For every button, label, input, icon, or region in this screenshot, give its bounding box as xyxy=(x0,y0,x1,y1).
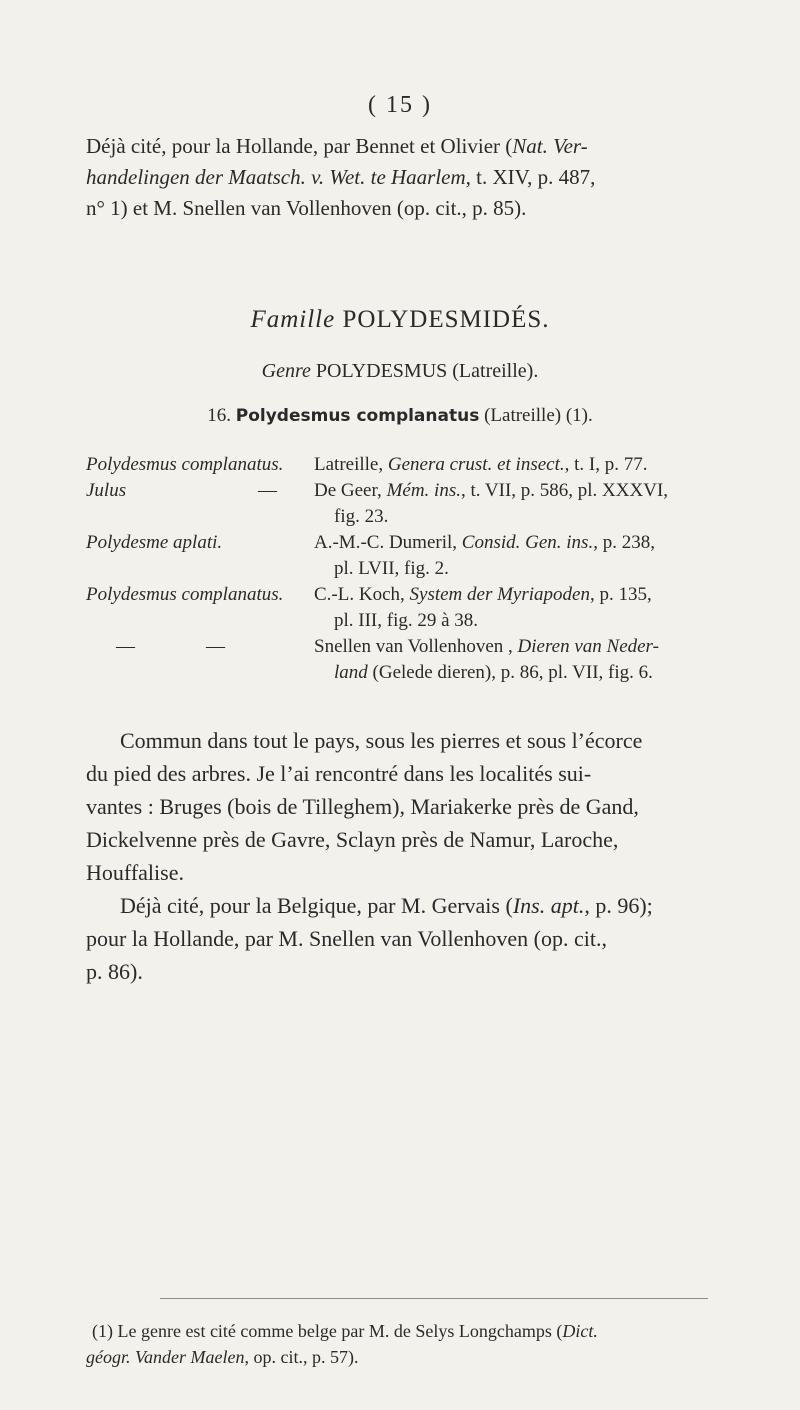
body-line: vantes : Bruges (bois de Tilleghem), Mariakerke près de Gand, xyxy=(86,794,639,819)
synonym-reference: A.-M.-C. Dumeril, Consid. Gen. ins., p. 238, xyxy=(314,532,655,553)
body-line: Dickelvenne près de Gavre, Sclayn près de Namur, Laroche, xyxy=(86,827,619,852)
intro-line-2: handelingen der Maatsch. v. Wet. te Haarlem, t. XIV, p. 487, xyxy=(86,165,596,189)
synonym-name: Polydesmus complanatus. xyxy=(86,584,284,605)
synonym-name: Polydesmus complanatus. xyxy=(86,454,284,475)
family-heading: Famille POLYDESMIDÉS. xyxy=(250,306,550,333)
synonym-reference-cont: pl. LVII, fig. 2. xyxy=(334,558,449,579)
ditto-dash: — xyxy=(258,480,277,501)
synonym-reference-cont: fig. 23. xyxy=(334,506,389,527)
synonym-name: Julus xyxy=(86,480,127,501)
ditto-dash: — xyxy=(116,636,135,657)
footnote-line: (1) Le genre est cité comme belge par M. de Selys Longchamps (Dict. xyxy=(92,1321,598,1341)
body-line: Déjà cité, pour la Belgique, par M. Gervais (Ins. apt., p. 96); xyxy=(120,893,653,918)
footnote-line: géogr. Vander Maelen, op. cit., p. 57). xyxy=(86,1347,359,1367)
page-number: ( 15 ) xyxy=(368,92,432,118)
body-line: Commun dans tout le pays, sous les pierres et sous l’écorce xyxy=(120,728,643,753)
footnote-divider xyxy=(160,1298,708,1299)
genre-heading: Genre POLYDESMUS (Latreille). xyxy=(261,360,539,382)
intro-line-1: Déjà cité, pour la Hollande, par Bennet et Olivier (Nat. Ver- xyxy=(86,134,588,158)
synonym-reference: Snellen van Vollenhoven , Dieren van Neder- xyxy=(314,636,659,657)
body-line: Houffalise. xyxy=(86,860,184,885)
intro-line-3: n° 1) et M. Snellen van Vollenhoven (op. cit., p. 85). xyxy=(86,196,527,220)
synonym-reference: Latreille, Genera crust. et insect., t. I, p. 77. xyxy=(314,454,648,475)
ditto-dash: — xyxy=(206,636,225,657)
body-line: pour la Hollande, par M. Snellen van Vollenhoven (op. cit., xyxy=(86,926,607,951)
synonym-reference-cont: land (Gelede dieren), p. 86, pl. VII, fig. 6. xyxy=(334,662,653,683)
synonym-reference: De Geer, Mém. ins., t. VII, p. 586, pl. XXXVI, xyxy=(314,480,669,501)
body-line: du pied des arbres. Je l’ai rencontré dans les localités sui- xyxy=(86,761,592,786)
synonym-reference-cont: pl. III, fig. 29 à 38. xyxy=(334,610,479,631)
species-heading: 16. Polydesmus complanatus (Latreille) (1). xyxy=(207,405,593,426)
synonym-name: Polydesme aplati. xyxy=(86,532,223,553)
synonym-reference: C.-L. Koch, System der Myriapoden, p. 135, xyxy=(314,584,652,605)
body-line: p. 86). xyxy=(86,959,143,984)
